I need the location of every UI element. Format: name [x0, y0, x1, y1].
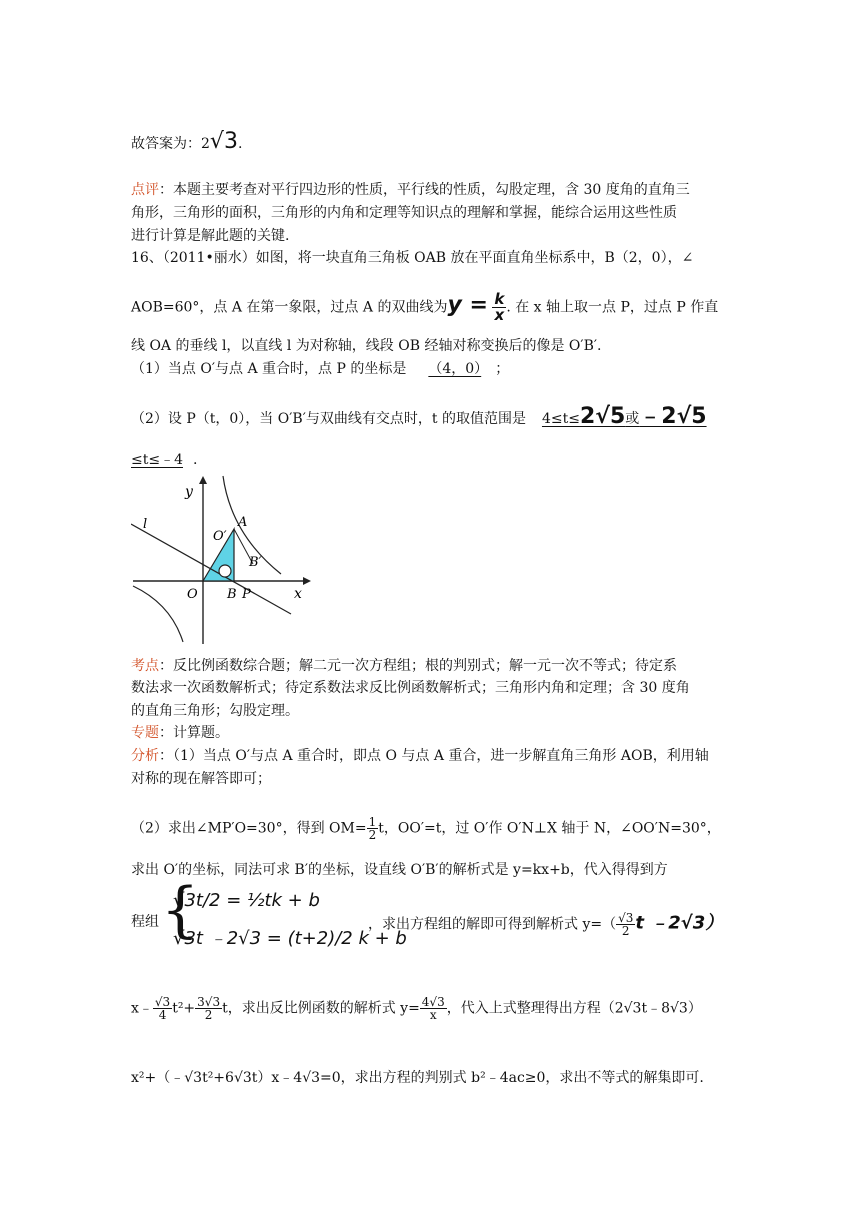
- q16-line-1: 16、（2011•丽水）如图，将一块直角三角板 OAB 放在平面直角坐标系中，B（2，0），∠: [131, 250, 694, 266]
- kaodian-label: 考点: [131, 658, 159, 674]
- answer-line: [131, 129, 243, 154]
- fenxi-line-5b: [368, 912, 723, 937]
- zhuanti-text: ：计算题。: [159, 725, 229, 741]
- frac-4r3-num: 4√3: [421, 995, 445, 1009]
- fenxi-label: 分析: [131, 748, 159, 764]
- frac-3r3-over-2: [195, 996, 222, 1021]
- frac-r3-4-den: 4: [158, 1008, 167, 1022]
- q16-line-3: 线 OA 的垂线 l，以直线 l 为对称轴，线段 OB 经轴对称变换后的像是 O′B′.: [131, 338, 602, 354]
- equation-1: √3t/2 = ½tk + b: [173, 890, 320, 911]
- fenxi-text-1: ：（1）当点 O′与点 A 重合时，即点 O 与点 A 重合，进一步解直角三角形 AOB，利用轴: [159, 748, 709, 764]
- review-text-1: ：本题主要考查对平行四边形的性质，平行线的性质，勾股定理，含 30 度角的直角三: [159, 182, 690, 198]
- frac-half-den: 2: [368, 828, 377, 842]
- q1-text: （1）当点 O′与点 A 重合时，点 P 的坐标是: [131, 361, 407, 377]
- small-circle: [219, 565, 231, 577]
- q1-line: [131, 359, 509, 379]
- label-o: O: [187, 587, 198, 602]
- answer-sqrt: √3: [209, 129, 238, 154]
- fenxi-line-5: [131, 912, 159, 932]
- system-brace: {: [161, 875, 200, 945]
- fenxi-line-2: 对称的现在解答即可；: [131, 771, 271, 787]
- answer-prefix: 故答案为：2: [131, 136, 210, 152]
- q2-answer-b: 2√5: [579, 404, 626, 429]
- fenxi-text-6a: x﹣: [131, 1000, 153, 1017]
- frac-numerator: k: [494, 290, 505, 308]
- fenxi-text-3b: t，OO′=t，过 O′作 O′N⊥X 轴于 N，∠OO′N=30°，: [378, 820, 721, 837]
- frac-r3-over-2: [616, 912, 635, 937]
- fenxi-text-3a: （2）求出∠MP′O=30°，得到 OM=: [131, 820, 367, 837]
- review-line-2: 角形，三角形的面积，三角形的内角和定理等知识点的理解和掌握，能综合运用这些性质: [131, 205, 677, 221]
- frac-denominator: x: [494, 306, 505, 324]
- q2-answer: [526, 404, 707, 429]
- frac-4r3-den: x: [429, 1008, 437, 1022]
- fenxi-text-6c: t，求出反比例函数的解析式 y=: [222, 1000, 420, 1017]
- fenxi-text-6b: t²+: [172, 1000, 196, 1017]
- q1-answer: （4，0）: [428, 361, 482, 377]
- q2-end: .: [193, 452, 198, 468]
- q16-text-2a: AOB=60°，点 A 在第一象限，过点 A 的双曲线为: [131, 299, 448, 316]
- fenxi-text-5a: 程组: [131, 914, 159, 930]
- fenxi-text-5b: ，求出方程组的解即可得到解析式 y=（: [368, 916, 617, 933]
- frac-4r3-over-x: [420, 996, 447, 1021]
- label-a: A: [238, 515, 248, 530]
- q2-line-2: [131, 450, 197, 470]
- frac-r3-den: 2: [621, 924, 630, 938]
- fenxi-text-6d: ，代入上式整理得出方程（2√3t﹣8√3）: [446, 1000, 702, 1017]
- review-line-1: [131, 180, 690, 200]
- review-line-3: 进行计算是解此题的关键.: [131, 228, 290, 244]
- fenxi-line-3: [131, 816, 721, 841]
- frac-half: [367, 816, 379, 841]
- zhuanti-label: 专题: [131, 725, 159, 741]
- fenxi-line-1: [131, 746, 709, 766]
- coordinate-figure: [131, 474, 311, 646]
- kaodian-line-2: 数法求一次函数解析式；待定系数法求反比例函数解析式；三角形内角和定理；含 30 度角: [131, 680, 690, 696]
- frac-half-num: 1: [368, 815, 377, 829]
- q16-line-2: [131, 292, 718, 323]
- kaodian-text-1: ：反比例函数综合题；解二元一次方程组；根的判别式；解一元一次不等式；待定系: [159, 658, 677, 674]
- frac-r3-num: √3: [618, 911, 634, 925]
- hyperbola-branch-2: [133, 586, 183, 642]
- fenxi-line-4: 求出 O′的坐标，同法可求 B′的坐标，设直线 O′B′的解析式是 y=kx+b，代入得得到方: [131, 862, 668, 878]
- kaodian-line-1: [131, 656, 677, 676]
- q2-answer-c: 或: [625, 411, 640, 427]
- x-arrow-icon: [303, 577, 311, 585]
- kaodian-line-3: 的直角三角形；勾股定理。: [131, 703, 299, 719]
- fenxi-text-5c: t ﹣2√3）: [635, 912, 724, 934]
- fenxi-line-6: [131, 996, 702, 1021]
- label-y: y: [185, 484, 193, 500]
- y-arrow-icon: [199, 476, 207, 484]
- review-label: 点评: [131, 182, 159, 198]
- answer-dot: .: [237, 136, 243, 152]
- frac-r3-over-4: [153, 996, 172, 1021]
- frac-3r3-den: 2: [204, 1008, 213, 1022]
- label-b: B: [227, 587, 237, 602]
- label-l: l: [143, 517, 148, 532]
- label-p: P: [242, 587, 251, 602]
- q2-text: （2）设 P（t，0），当 O′B′与双曲线有交点时，t 的取值范围是: [131, 411, 526, 427]
- q2-answer-a: 4≤t≤: [541, 411, 580, 427]
- zhuanti-line: [131, 723, 229, 743]
- hyperbola-fraction: [492, 292, 506, 323]
- q16-text-2c: . 在 x 轴上取一点 P，过点 P 作直: [506, 299, 719, 316]
- fenxi-line-7: x²+（﹣√3t²+6√3t）x﹣4√3=0，求出方程的判别式 b²﹣4ac≥0，求出不等式的解集即可.: [131, 1070, 704, 1086]
- q2-answer-2: ≤t≤﹣4: [131, 452, 183, 468]
- frac-3r3-num: 3√3: [197, 995, 221, 1009]
- label-x: x: [294, 586, 302, 602]
- q1-end: ；: [495, 361, 510, 377]
- frac-r3-4-num: √3: [154, 995, 171, 1009]
- q2-answer-d: ﹣2√5: [639, 404, 707, 429]
- equation-2: √3t ﹣2√3 = (t+2)/2 k + b: [173, 928, 407, 949]
- hyperbola-lhs: y =: [447, 292, 488, 318]
- q2-line: [131, 404, 707, 429]
- label-o-prime: O′: [213, 529, 227, 544]
- label-b-prime: B′: [249, 555, 262, 570]
